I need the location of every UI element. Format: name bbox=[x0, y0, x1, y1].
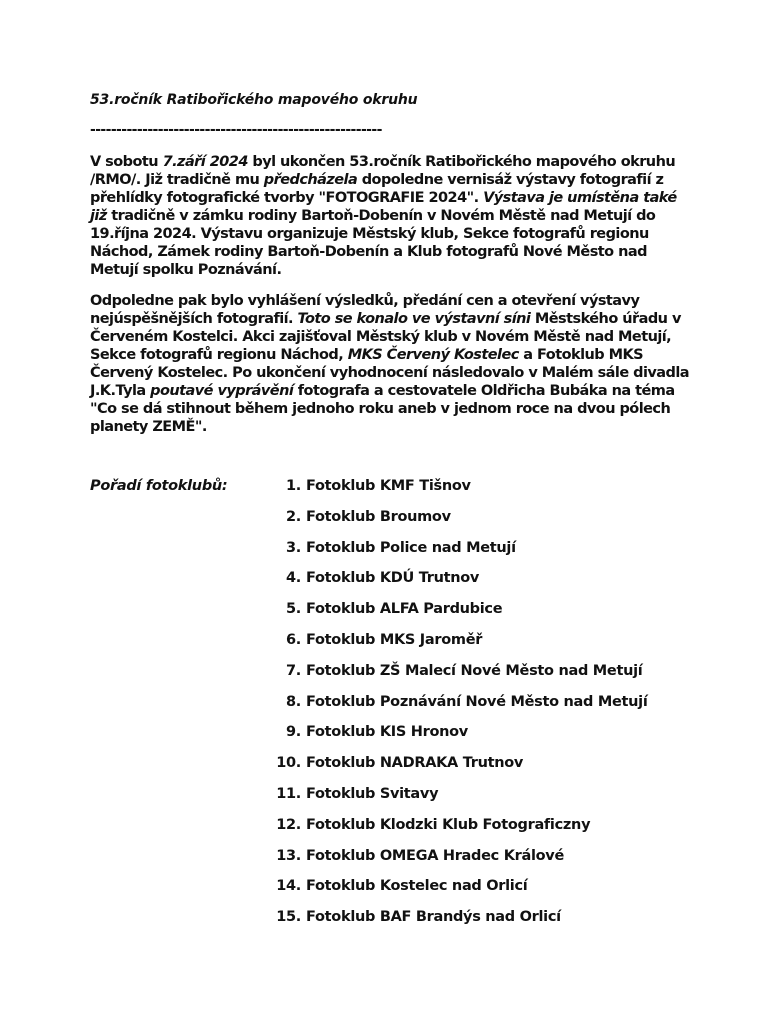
ranking-number: 10. bbox=[276, 755, 301, 772]
ranking-number: 15. bbox=[276, 909, 301, 926]
ranking-club-name: Fotoklub Poznávání Nové Město nad Metují bbox=[306, 693, 648, 710]
ranking-item-1 bbox=[250, 478, 720, 509]
ranking-item-8 bbox=[250, 694, 720, 725]
ranking-club-name: Fotoklub MKS Jaroměř bbox=[306, 631, 483, 648]
ranking-number: 13. bbox=[276, 847, 301, 864]
ranking-number: 7. bbox=[286, 662, 301, 679]
paragraph-results-text-3: a Fotoklub MKS Červený Kostelec. Po ukončení vyhodnocení následovalo v Malém sále divadla J.K.Tyla bbox=[90, 347, 689, 399]
ranking-number: 9. bbox=[286, 724, 301, 741]
ranking-number: 3. bbox=[286, 539, 301, 556]
ranking-label: Pořadí fotoklubů: bbox=[90, 478, 228, 494]
paragraph-exhibition-italic-3: Výstava je umístěna také již bbox=[90, 190, 677, 224]
ranking-item-12 bbox=[250, 817, 720, 848]
ranking-club-name: Fotoklub Klodzki Klub Fotograficzny bbox=[306, 816, 591, 833]
paragraph-exhibition-text-1: V sobotu bbox=[90, 154, 163, 170]
ranking-item-10 bbox=[250, 755, 720, 786]
ranking-number: 6. bbox=[286, 631, 301, 648]
ranking-item-11 bbox=[250, 786, 720, 817]
ranking-number: 1. bbox=[286, 478, 301, 494]
paragraph-results-text-2: Městského úřadu v Červeném Kostelci. Akci zajišťoval Městský klub v Novém Městě nad Metují, Sekce fotografů regionu Náchod, bbox=[90, 311, 681, 363]
ranking-item-6 bbox=[250, 632, 720, 663]
ranking-list bbox=[250, 478, 720, 940]
ranking-number: 5. bbox=[286, 601, 301, 618]
ranking-club-name: Fotoklub NADRAKA Trutnov bbox=[306, 755, 524, 772]
ranking-number: 12. bbox=[276, 816, 301, 833]
paragraph-exhibition bbox=[90, 153, 690, 279]
ranking-item-14 bbox=[250, 878, 720, 909]
ranking-number: 4. bbox=[286, 570, 301, 587]
ranking-number: 14. bbox=[276, 878, 301, 895]
ranking-club-name: Fotoklub BAF Brandýs nad Orlicí bbox=[306, 909, 561, 926]
ranking-club-name: Fotoklub KIS Hronov bbox=[306, 724, 468, 741]
ranking-club-name: Fotoklub Svitavy bbox=[306, 785, 439, 802]
title-divider: -------------------------------------------------------- bbox=[90, 122, 382, 138]
ranking-club-name: Fotoklub Broumov bbox=[306, 508, 451, 525]
paragraph-results bbox=[90, 292, 690, 436]
paragraph-exhibition-text-2: byl ukončen 53.ročník Ratibořického mapového okruhu /RMO/. Již tradičně mu bbox=[90, 154, 676, 188]
paragraph-exhibition-text-4: tradičně v zámku rodiny Bartoň-Dobenín v Novém Městě nad Metují do 19.října 2024. Výstavu organizuje Městský klub, Sekce fotografů regionu Náchod, Zámek rodiny Bartoň-Dobenín a Klub fotografů Nové Město nad Metují spolku Poznávání. bbox=[90, 208, 656, 278]
paragraph-exhibition-italic-2: předcházela bbox=[263, 172, 358, 188]
ranking-item-2 bbox=[250, 509, 720, 540]
ranking-number: 11. bbox=[276, 785, 301, 802]
ranking-item-13 bbox=[250, 848, 720, 879]
ranking-club-name: Fotoklub Kostelec nad Orlicí bbox=[306, 878, 528, 895]
paragraph-results-text-4: fotografa a cestovatele Oldřicha Bubáka na téma "Co se dá stihnout během jednoho roku aneb v jednom roce na dvou pólech planety ZEMĚ". bbox=[90, 383, 675, 435]
ranking-club-name: Fotoklub Police nad Metují bbox=[306, 539, 516, 556]
ranking-number: 2. bbox=[286, 508, 301, 525]
ranking-club-name: Fotoklub KDÚ Trutnov bbox=[306, 570, 480, 587]
ranking-item-15 bbox=[250, 909, 720, 940]
ranking-item-4 bbox=[250, 570, 720, 601]
ranking-club-name: Fotoklub OMEGA Hradec Králové bbox=[306, 847, 564, 864]
ranking-item-7 bbox=[250, 663, 720, 694]
paragraph-results-italic-3: poutavé vyprávění bbox=[150, 383, 294, 399]
paragraph-results-text-1: Odpoledne pak bylo vyhlášení výsledků, předání cen a otevření výstavy nejúspěšnějších fotografií. bbox=[90, 293, 640, 327]
paragraph-exhibition-italic-1: 7.září 2024 bbox=[162, 154, 248, 170]
ranking-club-name: Fotoklub ALFA Pardubice bbox=[306, 601, 503, 618]
ranking-item-9 bbox=[250, 724, 720, 755]
ranking-item-5 bbox=[250, 601, 720, 632]
ranking-club-name: Fotoklub KMF Tišnov bbox=[306, 478, 471, 494]
ranking-item-3 bbox=[250, 540, 720, 571]
document-title: 53.ročník Ratibořického mapového okruhu bbox=[90, 92, 418, 108]
paragraph-results-italic-2: MKS Červený Kostelec bbox=[347, 347, 519, 363]
paragraph-results-italic-1: Toto se konalo ve výstavní síni bbox=[297, 311, 531, 327]
ranking-club-name: Fotoklub ZŠ Malecí Nové Město nad Metují bbox=[306, 662, 643, 679]
ranking-number: 8. bbox=[286, 693, 301, 710]
paragraph-exhibition-text-3: dopoledne vernisáž výstavy fotografií z přehlídky fotografické tvorby "FOTOGRAFIE 2024". bbox=[90, 172, 664, 206]
